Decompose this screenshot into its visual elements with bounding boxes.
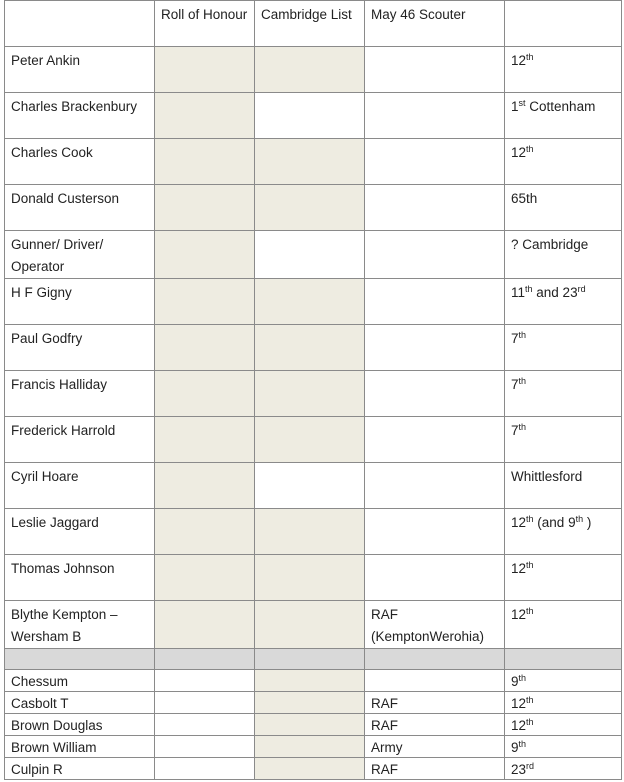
roll-of-honour-cell <box>155 758 255 780</box>
scouter-cell <box>365 93 505 139</box>
group-sup: th <box>526 514 534 524</box>
cambridge-list-cell <box>255 736 365 758</box>
roll-of-honour-cell <box>155 509 255 555</box>
person-name: Cyril Hoare <box>5 463 155 509</box>
group-sup2: th <box>575 514 584 524</box>
group-cell <box>505 509 622 555</box>
roll-of-honour-cell <box>155 139 255 185</box>
table-row <box>5 139 622 185</box>
roll-of-honour-cell <box>155 670 255 692</box>
person-name: Charles Brackenbury <box>5 93 155 139</box>
group-cell <box>505 463 622 509</box>
header-group <box>505 1 622 47</box>
table-row <box>5 692 622 714</box>
cambridge-list-cell <box>255 93 365 139</box>
group-sup: th <box>518 376 527 386</box>
cambridge-list-cell <box>255 670 365 692</box>
group-num: Whittlesford <box>511 469 583 484</box>
roll-of-honour-cell <box>155 279 255 325</box>
group-num: 23 <box>511 762 527 777</box>
scouter-cell <box>365 371 505 417</box>
roll-of-honour-cell <box>155 463 255 509</box>
group-cell <box>505 139 622 185</box>
group-rest: (and 9 <box>533 515 576 530</box>
cambridge-list-cell <box>255 325 365 371</box>
person-name: Gunner/ Driver/ Operator <box>5 231 155 279</box>
person-name: Casbolt T <box>5 692 155 714</box>
cambridge-list-cell <box>255 231 365 279</box>
person-name: Thomas Johnson <box>5 555 155 601</box>
table-row <box>5 279 622 325</box>
roll-of-honour-cell <box>155 417 255 463</box>
person-name: Blythe Kempton – Wersham B <box>5 601 155 649</box>
group-cell <box>505 714 622 736</box>
person-name: H F Gigny <box>5 279 155 325</box>
header-row <box>5 1 622 47</box>
separator-cell <box>365 649 505 670</box>
group-sup: th <box>518 673 527 683</box>
scouter-cell <box>365 139 505 185</box>
group-sup: th <box>526 52 534 62</box>
group-cell <box>505 692 622 714</box>
scouter-cell <box>365 417 505 463</box>
cambridge-list-cell <box>255 601 365 649</box>
person-name: Leslie Jaggard <box>5 509 155 555</box>
header-may-46-scouter: May 46 Scouter <box>365 1 505 47</box>
roll-of-honour-cell <box>155 714 255 736</box>
person-name: Paul Godfry <box>5 325 155 371</box>
roll-of-honour-cell <box>155 325 255 371</box>
person-name: Donald Custerson <box>5 185 155 231</box>
roll-of-honour-table <box>4 0 622 780</box>
group-cell <box>505 93 622 139</box>
group-cell <box>505 417 622 463</box>
scouter-cell: RAF (KemptonWerohia) <box>365 601 505 649</box>
table-row <box>5 325 622 371</box>
person-name: Charles Cook <box>5 139 155 185</box>
group-cell <box>505 279 622 325</box>
group-sup: th <box>526 606 534 616</box>
group-sup: th <box>518 422 527 432</box>
roll-of-honour-cell <box>155 601 255 649</box>
group-num: 11 <box>511 285 526 300</box>
scouter-cell: Army <box>365 736 505 758</box>
separator-cell <box>505 649 622 670</box>
group-num: 7 <box>511 331 519 346</box>
header-cambridge-list: Cambridge List <box>255 1 365 47</box>
header-name <box>5 1 155 47</box>
person-name: Francis Halliday <box>5 371 155 417</box>
group-sup: th <box>526 560 534 570</box>
group-rest: and 23 <box>532 285 578 300</box>
cambridge-list-cell <box>255 139 365 185</box>
cambridge-list-cell <box>255 714 365 736</box>
group-sup: th <box>525 284 533 294</box>
cambridge-list-cell <box>255 758 365 780</box>
person-name: Culpin R <box>5 758 155 780</box>
group-num: 12 <box>511 607 527 622</box>
group-sup: th <box>518 739 527 749</box>
group-num: ? Cambridge <box>511 237 589 252</box>
cambridge-list-cell <box>255 692 365 714</box>
group-sup: th <box>526 695 534 705</box>
roll-of-honour-cell <box>155 47 255 93</box>
group-cell <box>505 601 622 649</box>
group-num: 12 <box>511 696 527 711</box>
group-cell <box>505 758 622 780</box>
group-rest: Cottenham <box>525 99 596 114</box>
group-sup: th <box>526 717 534 727</box>
group-sup: th <box>526 144 534 154</box>
cambridge-list-cell <box>255 417 365 463</box>
group-cell <box>505 231 622 279</box>
separator-row <box>5 649 622 670</box>
roll-of-honour-cell <box>155 231 255 279</box>
scouter-cell <box>365 555 505 601</box>
group-cell <box>505 325 622 371</box>
group-num: 12 <box>511 145 527 160</box>
roll-of-honour-cell <box>155 736 255 758</box>
roll-of-honour-cell <box>155 555 255 601</box>
group-cell <box>505 371 622 417</box>
table-row <box>5 736 622 758</box>
cambridge-list-cell <box>255 279 365 325</box>
cambridge-list-cell <box>255 509 365 555</box>
scouter-cell: RAF <box>365 714 505 736</box>
group-num: 12 <box>511 515 527 530</box>
group-num: 1 <box>511 99 519 114</box>
roll-of-honour-cell <box>155 93 255 139</box>
group-cell <box>505 555 622 601</box>
cambridge-list-cell <box>255 555 365 601</box>
cambridge-list-cell <box>255 463 365 509</box>
table-row <box>5 47 622 93</box>
person-name: Brown Douglas <box>5 714 155 736</box>
group-sup: th <box>518 330 527 340</box>
group-cell <box>505 185 622 231</box>
roll-of-honour-cell <box>155 185 255 231</box>
group-num: 65th <box>511 191 538 206</box>
table-row <box>5 714 622 736</box>
group-num: 9 <box>511 740 519 755</box>
table-row <box>5 93 622 139</box>
group-num: 12 <box>511 561 527 576</box>
group-rest2: ) <box>583 515 592 530</box>
roll-of-honour-cell <box>155 692 255 714</box>
cambridge-list-cell <box>255 47 365 93</box>
table-row <box>5 463 622 509</box>
person-name: Peter Ankin <box>5 47 155 93</box>
group-cell <box>505 47 622 93</box>
group-cell <box>505 736 622 758</box>
scouter-cell: RAF <box>365 692 505 714</box>
scouter-cell <box>365 279 505 325</box>
person-name: Brown William <box>5 736 155 758</box>
group-num: 12 <box>511 718 527 733</box>
scouter-cell <box>365 185 505 231</box>
scouter-cell: RAF <box>365 758 505 780</box>
table-row <box>5 417 622 463</box>
group-sup: rd <box>526 761 535 771</box>
separator-cell <box>255 649 365 670</box>
cambridge-list-cell <box>255 371 365 417</box>
group-num: 12 <box>511 53 527 68</box>
group-num: 7 <box>511 377 519 392</box>
separator-cell <box>155 649 255 670</box>
person-name: Frederick Harrold <box>5 417 155 463</box>
table-row <box>5 509 622 555</box>
table-row <box>5 601 622 649</box>
scouter-cell <box>365 231 505 279</box>
scouter-cell <box>365 463 505 509</box>
scouter-cell <box>365 670 505 692</box>
table-row <box>5 371 622 417</box>
header-roll-of-honour: Roll of Honour <box>155 1 255 47</box>
cambridge-list-cell <box>255 185 365 231</box>
group-num: 7 <box>511 423 519 438</box>
group-sup2: rd <box>577 284 586 294</box>
person-name: Chessum <box>5 670 155 692</box>
roll-of-honour-cell <box>155 371 255 417</box>
table-row <box>5 185 622 231</box>
scouter-cell <box>365 325 505 371</box>
table-row <box>5 670 622 692</box>
table-row <box>5 231 622 279</box>
scouter-cell <box>365 47 505 93</box>
table-row <box>5 555 622 601</box>
scouter-cell <box>365 509 505 555</box>
group-cell <box>505 670 622 692</box>
group-num: 9 <box>511 674 519 689</box>
separator-cell <box>5 649 155 670</box>
table-row <box>5 758 622 780</box>
group-sup: st <box>518 98 526 108</box>
